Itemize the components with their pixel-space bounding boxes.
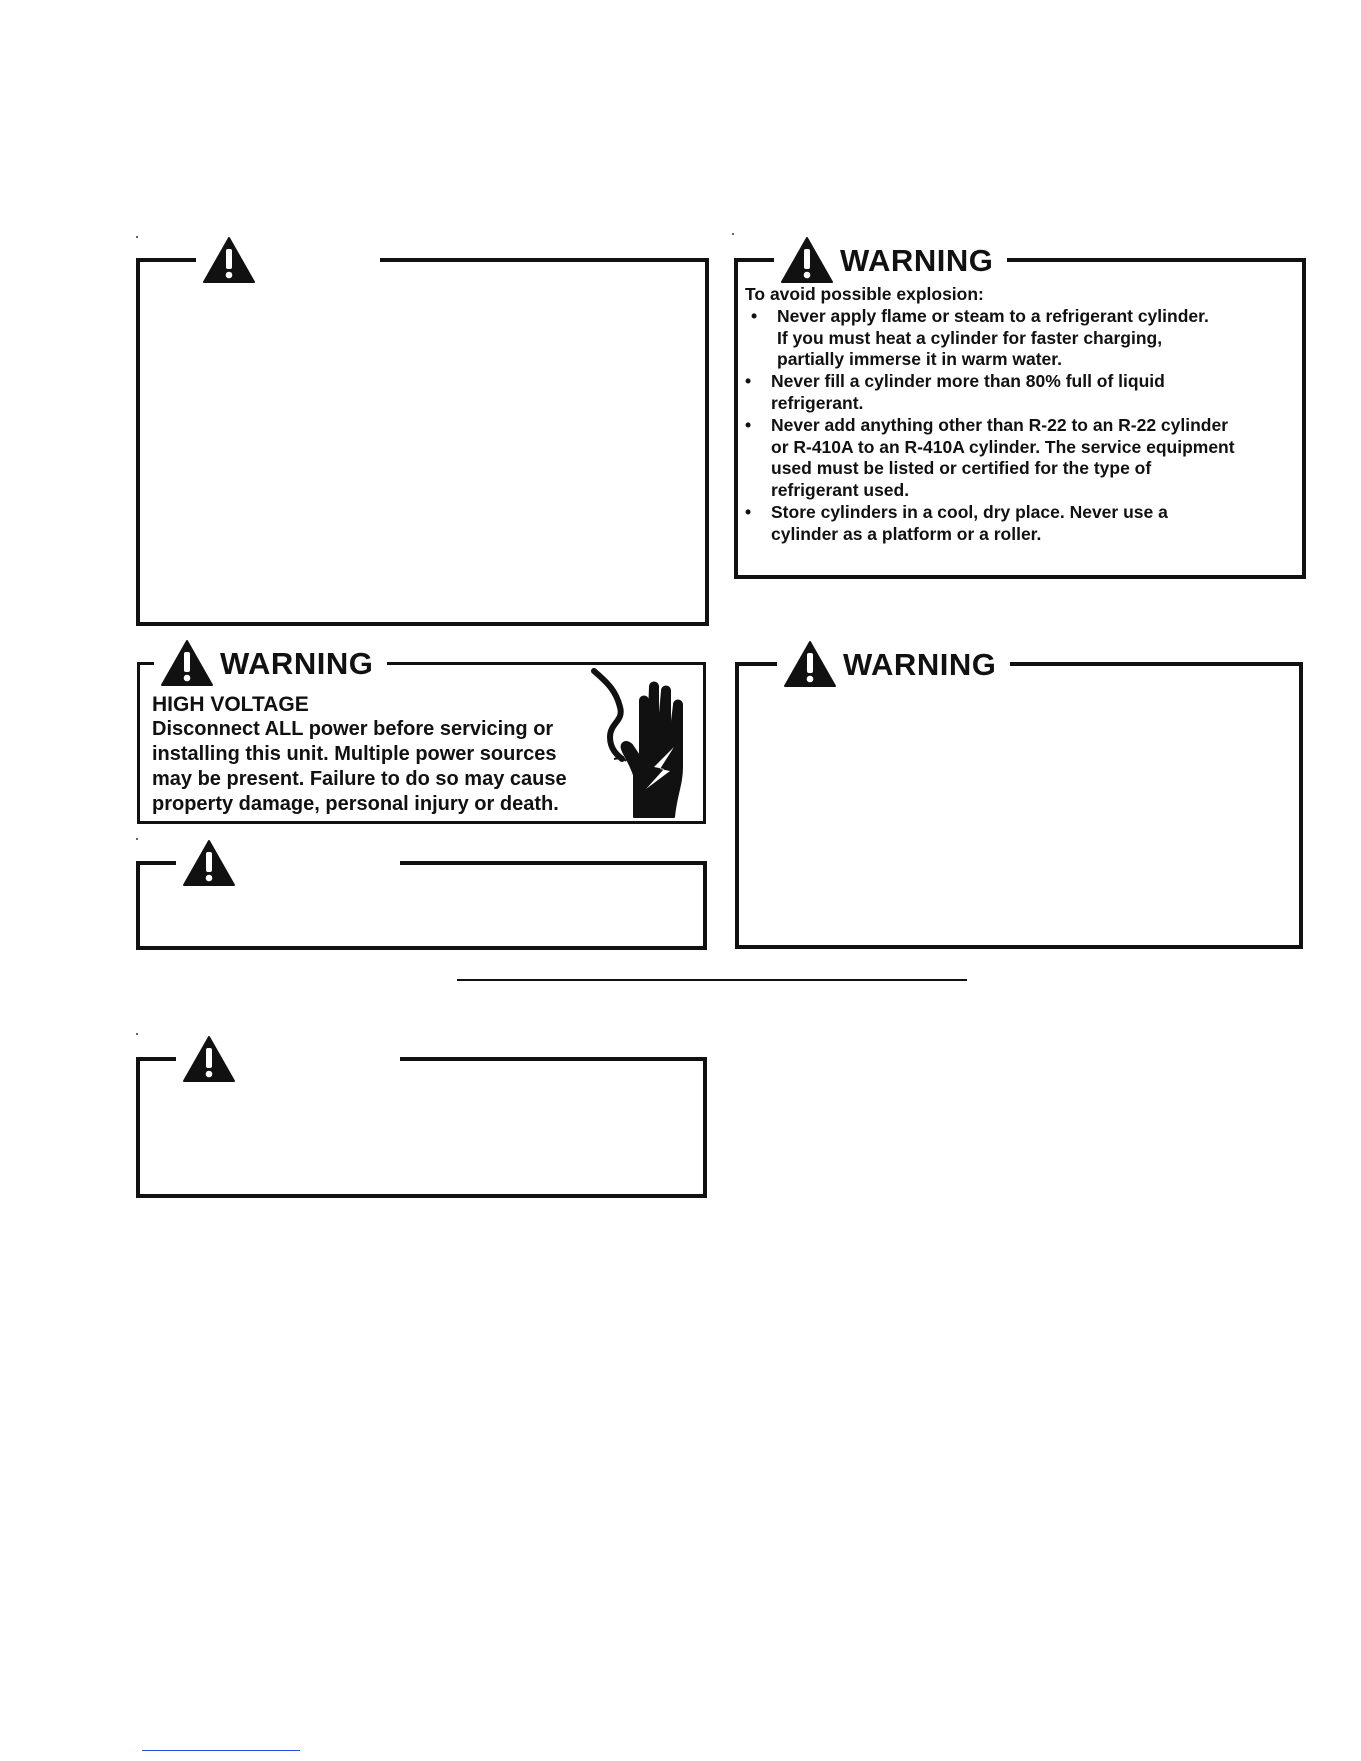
high-voltage-line: property damage, personal injury or death. (152, 793, 559, 815)
bullet-marker: • (745, 414, 752, 435)
warning-header-text: WARNING (220, 645, 374, 681)
scan-speck (136, 236, 138, 238)
scan-speck (136, 838, 138, 840)
bullet-line: or R-410A to an R-410A cylinder. The service equipment (771, 436, 1235, 457)
warning-triangle-icon (160, 639, 214, 687)
bullet-item (745, 415, 1300, 502)
high-voltage-line: installing this unit. Multiple power sources (152, 743, 557, 765)
warning-triangle-icon (182, 1035, 236, 1083)
bullet-line: Never fill a cylinder more than 80% full of liquid (771, 371, 1165, 392)
bullet-line: refrigerant used. (771, 480, 910, 501)
warning-triangle-icon (182, 839, 236, 887)
explosion-warning-body (745, 284, 1300, 546)
bullet-line: Never add anything other than R-22 to an R-22 cylinder (771, 414, 1229, 435)
box-header (196, 232, 380, 288)
bullet-marker: • (745, 501, 752, 522)
box-header (176, 1031, 400, 1087)
warning-header-text: WARNING (840, 242, 994, 278)
bullet-marker: • (745, 371, 752, 392)
warning-box-right-lower (735, 646, 1303, 949)
footer-link-underline[interactable] (142, 1750, 300, 1751)
warning-triangle-icon (780, 236, 834, 284)
warning-box-small (136, 861, 707, 950)
explosion-intro: To avoid possible explosion: (745, 284, 984, 304)
bullet-marker: • (751, 305, 758, 326)
warning-triangle-icon (783, 640, 837, 688)
bullet-line: Never apply flame or steam to a refrigerant cylinder. (777, 305, 1209, 326)
electric-shock-hand-icon (590, 667, 698, 819)
box-header (777, 636, 1010, 692)
scan-speck (136, 1033, 138, 1035)
warning-box-bottom (136, 1057, 707, 1198)
section-divider (457, 979, 967, 981)
bullet-item (745, 306, 1300, 371)
box-header (154, 635, 387, 691)
scan-speck (732, 233, 734, 235)
bullet-line: If you must heat a cylinder for faster charging, (777, 327, 1163, 348)
warning-box-top-left (136, 258, 709, 626)
box-header (774, 232, 1007, 288)
warning-box-high-voltage (137, 645, 706, 824)
warning-triangle-icon (202, 236, 256, 284)
high-voltage-line: Disconnect ALL power before servicing or (152, 718, 554, 740)
bullet-item (745, 371, 1300, 415)
bullet-line: refrigerant. (771, 392, 864, 413)
high-voltage-title: HIGH VOLTAGE (152, 693, 309, 716)
bullet-line: cylinder as a platform or a roller. (771, 523, 1042, 544)
bullet-item (745, 502, 1300, 546)
warning-box-explosion (734, 242, 1306, 579)
warning-header-text: WARNING (843, 646, 997, 682)
high-voltage-line: may be present. Failure to do so may cause (152, 768, 567, 790)
high-voltage-body (152, 692, 572, 817)
bullet-line: partially immerse it in warm water. (777, 349, 1062, 370)
bullet-line: used must be listed or certified for the type of (771, 458, 1152, 479)
box-header (176, 835, 400, 891)
bullet-line: Store cylinders in a cool, dry place. Never use a (771, 501, 1168, 522)
